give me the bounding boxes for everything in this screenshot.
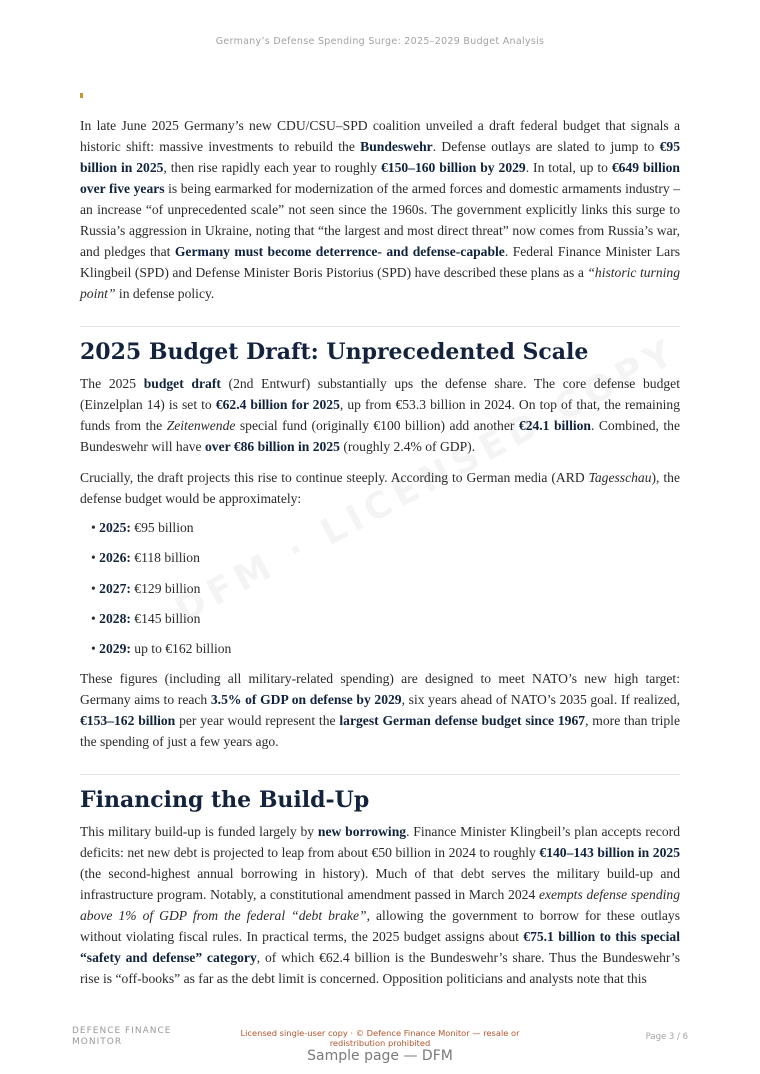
running-header: Germany’s Defense Spending Surge: 2025–2029 Budget Analysis xyxy=(215,36,545,47)
section-heading-budget-draft: 2025 Budget Draft: Unprecedented Scale xyxy=(80,339,589,365)
list-item: • 2029: up to €162 billion xyxy=(91,641,232,657)
financing-paragraph: This military build-up is funded largely by new borrowing. Finance Minister Klingbeil’s plan accepts record deficits: net new debt is projected to leap from about €50 billion in 2024 to roughly €140–143 billion in 2025 (the second-highest annual borrowing in history). Much of that debt serves the military build-up and infrastructure program. Notably, a constitutional amendment passed in March 2024 exempts defense spending above 1% of GDP from the federal “debt brake”, allowing the government to borrow for these outlays without violating fiscal rules. In practical terms, the 2025 budget assigns about €75.1 billion to this special “safety and defense” category, of which €62.4 billion is the Bundeswehr’s share. Thus the Bundeswehr’s rise is “off-books” as far as the debt limit is concerned. Opposition politicians and analysts note that this xyxy=(80,824,681,987)
sample-caption: Sample page — DFM xyxy=(307,1048,453,1064)
list-item: • 2025: €95 billion xyxy=(91,520,194,535)
section-divider xyxy=(80,326,680,327)
footer-brand-line: DEFENCE FINANCE xyxy=(72,1026,172,1036)
article-body xyxy=(80,115,680,989)
intro-paragraph: In late June 2025 Germany’s new CDU/CSU–SPD coalition unveiled a draft federal budget that signals a historic shift: massive investments to rebuild the Bundeswehr. Defense outlays are slated to jump to €95 billion in 2025, then rise rapidly each year to roughly €150–160 billion by 2029. In total, up to €649 billion over five years is being earmarked for modernization of the armed forces and domestic armaments industry – an increase “of unprecedented scale” not seen since the 1960s. The government explicitly links this surge to Russia’s aggression in Ukraine, noting that “the largest and most direct threat” now comes from Russia’s war, and pledges that Germany must become deterrence- and defense-capable. Federal Finance Minister Lars Klingbeil (SPD) and Defense Minister Boris Pistorius (SPD) have described these plans as a “historic turning point” in defense policy. xyxy=(80,118,681,301)
projection-paragraph: Crucially, the draft projects this rise to continue steeply. According to German media (ARD Tagesschau), the defense budget would be approximately: xyxy=(80,470,680,506)
accent-mark xyxy=(80,93,83,98)
page-number: Page 3 / 6 xyxy=(645,1032,688,1042)
list-item: • 2026: €118 billion xyxy=(91,550,200,566)
section-heading-financing: Financing the Build-Up xyxy=(80,787,370,814)
footer-brand-line: MONITOR xyxy=(72,1037,123,1047)
footer-license-notice: Licensed single-user copy · © Defence Finance Monitor — resale or redistribution prohibited xyxy=(240,1028,520,1048)
budget-projection-list xyxy=(80,517,680,659)
list-item: • 2028: €145 billion xyxy=(91,610,201,626)
list-item: • 2027: €129 billion xyxy=(91,580,201,596)
budget-draft-paragraph: The 2025 budget draft (2nd Entwurf) substantially ups the defense share. The core defense budget (Einzelplan 14) is set to €62.4 billion for 2025, up from €53.3 billion in 2024. On top of that, the remaining funds from the Zeitenwende special fund (originally €100 billion) add another €24.1 billion. Combined, the Bundeswehr will have over €86 billion in 2025 (roughly 2.4% of GDP). xyxy=(80,376,680,454)
section-divider xyxy=(80,774,680,775)
footer-brand xyxy=(72,1026,171,1048)
nato-target-paragraph: These figures (including all military-related spending) are designed to meet NATO’s new high target: Germany aims to reach 3.5% of GDP on defense by 2029, six years ahead of NATO’s 2035 goal. If realized, €153–162 billion per year would represent the largest German defense budget since 1967, more than triple the spending of just a few years ago. xyxy=(80,671,680,750)
